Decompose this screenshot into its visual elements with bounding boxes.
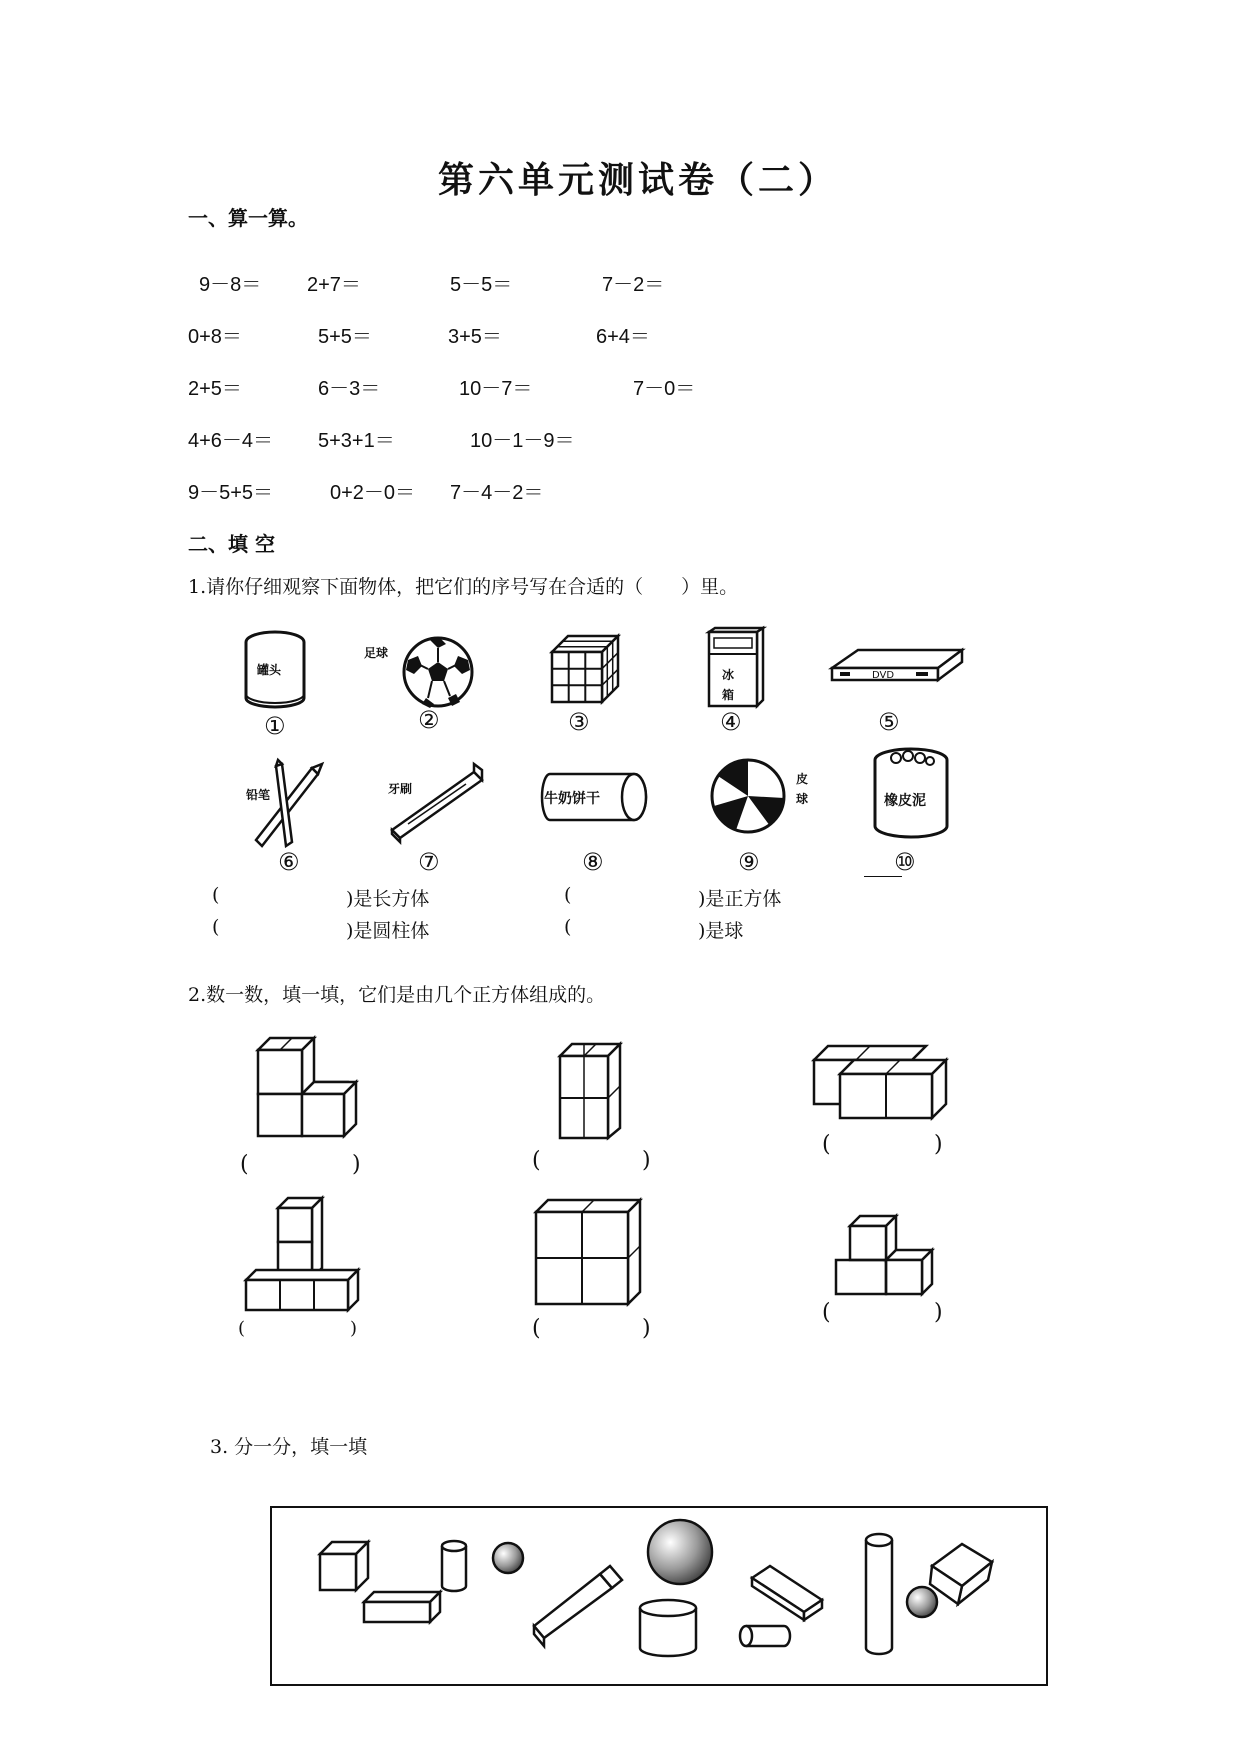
answer-paren-open: (: [238, 1318, 246, 1339]
pencils-illustration: [250, 760, 330, 850]
object-number: ⑨: [738, 848, 760, 876]
object-number: ②: [418, 706, 440, 734]
answer-paren-close: ): [642, 1316, 651, 1341]
cylinder-answer-label: )是圆柱体: [346, 920, 430, 942]
plasticine-label: 橡皮泥: [884, 793, 926, 809]
fridge-label-top: 冰: [722, 668, 735, 682]
dvd-player-illustration: [828, 646, 964, 686]
object-number: ⑧: [582, 848, 604, 876]
answer-paren-close: ): [352, 1152, 361, 1177]
equation: 4+6－4＝: [188, 430, 274, 452]
object-number: ⑤: [878, 708, 900, 736]
pencil-label: 铅笔: [246, 788, 271, 802]
shapes-collection: [270, 1506, 1048, 1686]
question-2-text: 2.数一数，填一填，它们是由几个正方体组成的。: [188, 984, 606, 1006]
equation: 0+2－0＝: [330, 482, 416, 504]
answer-paren-close: ): [934, 1132, 943, 1157]
fridge-illustration: [705, 626, 765, 708]
sphere-answer-label: )是球: [698, 920, 744, 942]
cube-puzzle-illustration: [548, 632, 622, 706]
equation: 5+3+1＝: [318, 430, 395, 452]
fridge-label-bottom: 箱: [722, 688, 735, 702]
cylinder-answer-open: (: [212, 916, 220, 938]
cuboid-answer-open: (: [212, 884, 220, 906]
answer-paren-open: (: [240, 1152, 249, 1177]
ball-label-top: 皮: [796, 772, 809, 786]
cube-figure-e: [534, 1198, 642, 1306]
section-1-heading: 一、算一算。: [188, 206, 308, 230]
object-number: ⑩: [894, 848, 916, 876]
football-label: 足球: [364, 646, 389, 660]
question-1-text: 1.请你仔细观察下面物体，把它们的序号写在合适的（ ）里。: [188, 576, 739, 598]
cube-figure-d: [244, 1196, 360, 1310]
equation: 5+5＝: [318, 326, 372, 348]
equation: 9－8＝: [199, 274, 262, 296]
cube-answer-label: )是正方体: [698, 888, 782, 910]
equation: 7－2＝: [602, 274, 665, 296]
biscuit-label: 牛奶饼干: [544, 791, 600, 807]
answer-paren-close: ): [350, 1318, 358, 1339]
answer-paren-open: (: [532, 1316, 541, 1341]
cube-figure-a: [256, 1036, 356, 1136]
page-title: 第六单元测试卷（二）: [438, 159, 839, 201]
football-illustration: [400, 634, 476, 710]
object-number: ①: [264, 712, 286, 740]
equation: 10－1－9＝: [470, 430, 575, 452]
equation: 0+8＝: [188, 326, 242, 348]
section-2-heading: 二、填 空: [188, 532, 275, 556]
cube-figure-c: [810, 1040, 950, 1130]
equation: 3+5＝: [448, 326, 502, 348]
cube-figure-f: [834, 1214, 934, 1304]
beach-ball-illustration: [708, 756, 788, 836]
underline-mark: [864, 876, 902, 877]
question-3-text: 3. 分一分，填一填: [210, 1436, 368, 1458]
answer-paren-close: ): [934, 1300, 943, 1325]
equation: 5－5＝: [450, 274, 513, 296]
answer-paren-open: (: [532, 1148, 541, 1173]
cuboid-answer-label: )是长方体: [346, 888, 430, 910]
answer-paren-open: (: [822, 1132, 831, 1157]
object-number: ⑥: [278, 848, 300, 876]
answer-paren-open: (: [822, 1300, 831, 1325]
equation: 9－5+5＝: [188, 482, 274, 504]
sphere-answer-open: (: [564, 916, 572, 938]
object-number: ⑦: [418, 848, 440, 876]
toothbrush-label: 牙刷: [388, 782, 413, 796]
equation: 7－4－2＝: [450, 482, 544, 504]
cube-figure-b: [556, 1040, 624, 1140]
can-label: 罐头: [257, 663, 282, 677]
equation: 10－7＝: [459, 378, 533, 400]
object-number: ④: [720, 708, 742, 736]
equation: 6+4＝: [596, 326, 650, 348]
equation: 2+7＝: [307, 274, 361, 296]
cube-answer-open: (: [564, 884, 572, 906]
equation: 7－0＝: [633, 378, 696, 400]
answer-paren-close: ): [642, 1148, 651, 1173]
object-number: ③: [568, 708, 590, 736]
equation: 2+5＝: [188, 378, 242, 400]
equation: 6－3＝: [318, 378, 381, 400]
dvd-label: DVD: [872, 670, 895, 681]
ball-label-bottom: 球: [796, 792, 809, 806]
